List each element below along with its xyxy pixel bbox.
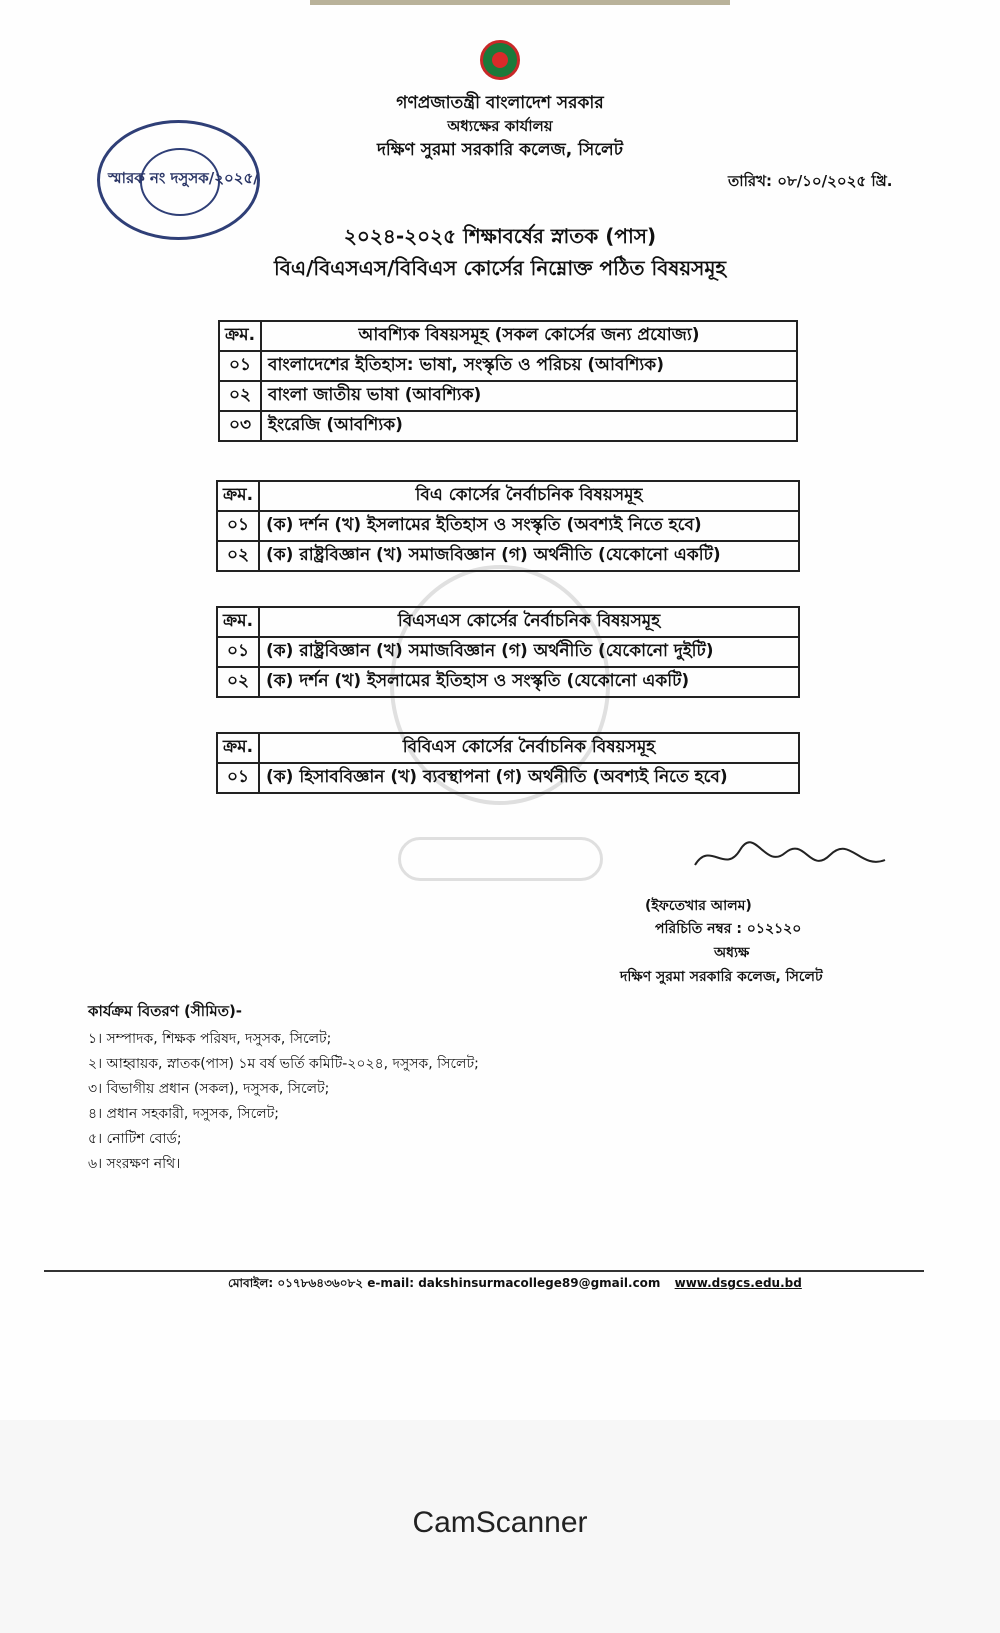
- government-logo: [480, 40, 520, 80]
- scan-edge: [310, 0, 730, 5]
- principal-signature: [690, 835, 890, 885]
- col-serial: ক্রম.: [217, 733, 259, 763]
- table-heading: বিবিএস কোর্সের নৈর্বাচনিক বিষয়সমূহ: [259, 733, 799, 763]
- table-heading: বিএসএস কোর্সের নৈর্বাচনিক বিষয়সমূহ: [259, 607, 799, 637]
- list-item: ২। আহ্বায়ক, স্নাতক(পাস) ১ম বর্ষ ভর্তি কমিটি-২০২৪, দসুসক, সিলেট;: [88, 1056, 479, 1072]
- camscanner-brand: CamScanner: [412, 1506, 588, 1539]
- row-subject: (ক) দর্শন (খ) ইসলামের ইতিহাস ও সংস্কৃতি (যেকোনো একটি): [259, 667, 799, 697]
- table-heading: আবশ্যিক বিষয়সমূহ (সকল কোর্সের জন্য প্রযোজ্য): [261, 321, 797, 351]
- row-serial: ০২: [217, 541, 259, 571]
- row-serial: ০২: [219, 381, 261, 411]
- row-serial: ০১: [219, 351, 261, 381]
- bss-elective-table: [216, 606, 800, 698]
- list-item: ৫। নোটিশ বোর্ড;: [88, 1131, 182, 1147]
- table-heading: বিএ কোর্সের নৈর্বাচনিক বিষয়সমূহ: [259, 481, 799, 511]
- distribution-list: [88, 1027, 479, 1177]
- footer-email: e-mail: dakshinsurmacollege89@gmail.com: [367, 1276, 661, 1290]
- row-serial: ০১: [217, 763, 259, 793]
- signatory-designation: অধ্যক্ষ: [714, 945, 750, 961]
- signatory-id: পরিচিতি নম্বর : ০১২১২০: [655, 921, 802, 937]
- row-serial: ০৩: [219, 411, 261, 441]
- table-row: [217, 511, 799, 541]
- notice-title-line1: ২০২৪-২০২৫ শিক্ষাবর্ষের স্নাতক (পাস): [343, 224, 657, 248]
- list-item: ৩। বিভাগীয় প্রধান (সকল), দসুসক, সিলেট;: [88, 1081, 330, 1097]
- signatory-name: (ইফতেখার আলম): [645, 898, 752, 914]
- table-row: [219, 381, 797, 411]
- list-item: ৪। প্রধান সহকারী, দসুসক, সিলেট;: [88, 1106, 279, 1122]
- row-subject: (ক) দর্শন (খ) ইসলামের ইতিহাস ও সংস্কৃতি (অবশ্যই নিতে হবে): [259, 511, 799, 541]
- header-office: অধ্যক্ষের কার্যালয়: [447, 117, 553, 135]
- header-government: গণপ্রজাতন্ত্রী বাংলাদেশ সরকার: [396, 93, 604, 113]
- row-subject: বাংলা জাতীয় ভাষা (আবশ্যিক): [261, 381, 797, 411]
- col-serial: ক্রম.: [219, 321, 261, 351]
- row-serial: ০১: [217, 637, 259, 667]
- row-subject: (ক) রাষ্ট্রবিজ্ঞান (খ) সমাজবিজ্ঞান (গ) অর্থনীতি (যেকোনো দুইটি): [259, 637, 799, 667]
- table-row: [217, 667, 799, 697]
- col-serial: ক্রম.: [217, 607, 259, 637]
- list-item: ১। সম্পাদক, শিক্ষক পরিষদ, দসুসক, সিলেট;: [88, 1031, 332, 1047]
- bbs-elective-table: [216, 732, 800, 794]
- table-row: [217, 541, 799, 571]
- distribution-heading: কার্যক্রম বিতরণ (সীমিত)-: [88, 1002, 243, 1020]
- footer-website-link[interactable]: www.dsgcs.edu.bd: [674, 1276, 802, 1290]
- table-header-row: [217, 481, 799, 511]
- row-subject: বাংলাদেশের ইতিহাস: ভাষা, সংস্কৃতি ও পরিচয় (আবশ্যিক): [261, 351, 797, 381]
- table-row: [219, 351, 797, 381]
- table-row: [217, 763, 799, 793]
- footer-contact: [228, 1275, 802, 1295]
- footer-divider: [44, 1270, 924, 1272]
- row-subject: ইংরেজি (আবশ্যিক): [261, 411, 797, 441]
- row-subject: (ক) রাষ্ট্রবিজ্ঞান (খ) সমাজবিজ্ঞান (গ) অর্থনীতি (যেকোনো একটি): [259, 541, 799, 571]
- table-header-row: [217, 733, 799, 763]
- signatory-institution: দক্ষিণ সুরমা সরকারি কলেজ, সিলেট: [620, 969, 823, 985]
- footer-mobile: মোবাইল: ০১৭৮৬৪৩৬০৮২: [228, 1276, 364, 1290]
- header-college: দক্ষিণ সুরমা সরকারি কলেজ, সিলেট: [376, 140, 623, 160]
- logo-sun: [492, 52, 508, 68]
- ba-elective-table: [216, 480, 800, 572]
- notice-title-line2: বিএ/বিএসএস/বিবিএস কোর্সের নিম্নোক্ত পঠিত বিষয়সমূহ: [274, 256, 726, 280]
- watermark-banner: [398, 837, 603, 881]
- list-item: ৬। সংরক্ষণ নথি।: [88, 1156, 181, 1172]
- document-date: তারিখ: ০৮/১০/২০২৫ খ্রি.: [728, 172, 893, 190]
- row-subject: (ক) হিসাববিজ্ঞান (খ) ব্যবস্থাপনা (গ) অর্থনীতি (অবশ্যই নিতে হবে): [259, 763, 799, 793]
- compulsory-subjects-table: [218, 320, 798, 442]
- row-serial: ০১: [217, 511, 259, 541]
- memo-number: স্মারক নং দসুসক/২০২৫/: [108, 169, 259, 187]
- table-row: [217, 637, 799, 667]
- table-row: [219, 411, 797, 441]
- table-header-row: [217, 607, 799, 637]
- row-serial: ০২: [217, 667, 259, 697]
- col-serial: ক্রম.: [217, 481, 259, 511]
- table-header-row: [219, 321, 797, 351]
